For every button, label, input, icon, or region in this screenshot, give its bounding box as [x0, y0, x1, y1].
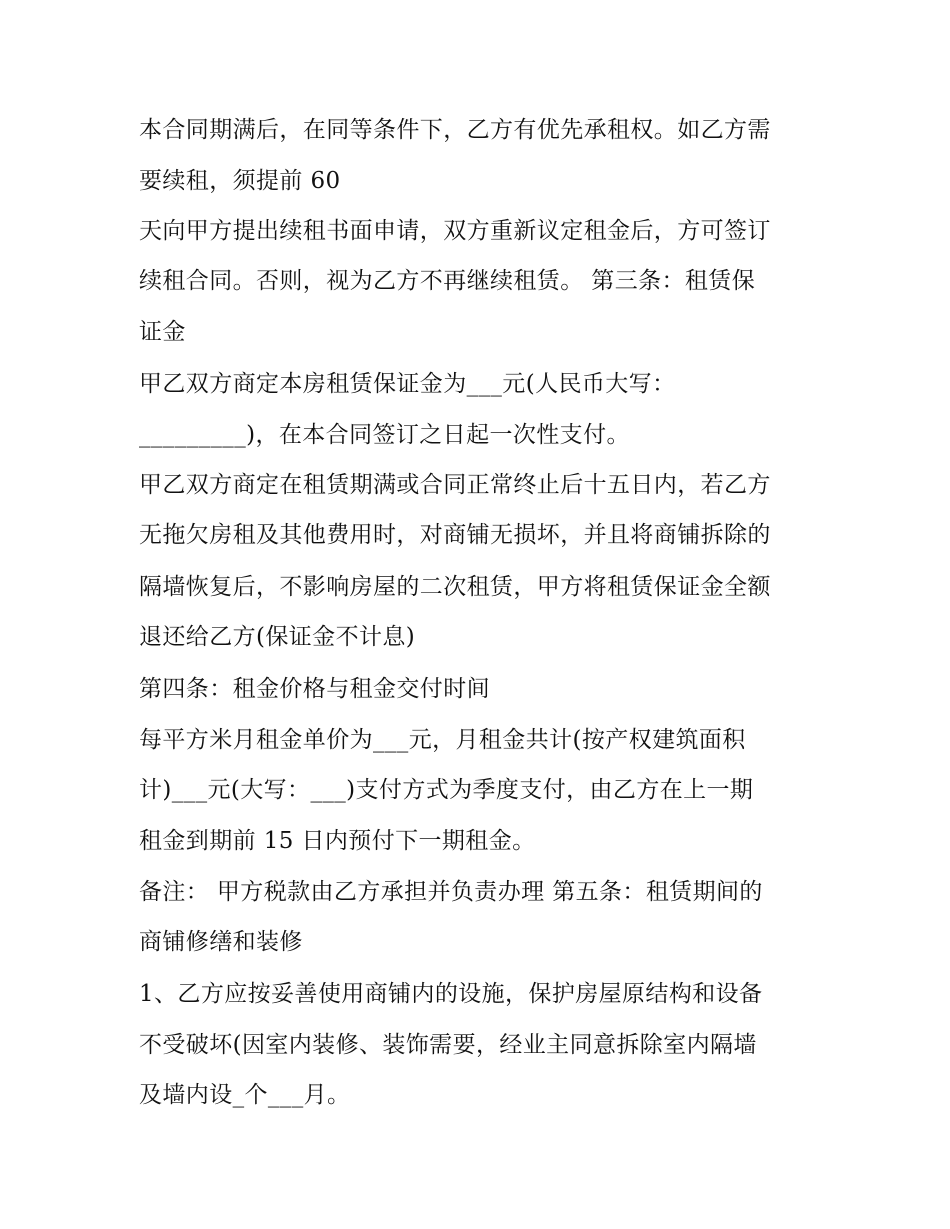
section-heading: 第四条：租金价格与租金交付时间 — [139, 676, 490, 702]
paragraph-line: 退还给乙方(保证金不计息) — [139, 624, 416, 650]
paragraph-line: 天向甲方提出续租书面申请，双方重新议定租金后，方可签订 — [139, 218, 771, 244]
paragraph-line: 商铺修缮和装修 — [139, 929, 303, 955]
paragraph-line: 隔墙恢复后，不影响房屋的二次租赁，甲方将租赁保证金全额 — [139, 574, 771, 600]
paragraph-line: 每平方米月租金单价为___元，月租金共计(按产权建筑面积 — [139, 727, 746, 753]
paragraph-line: 备注： 甲方税款由乙方承担并负责办理 第五条：租赁期间的 — [139, 879, 763, 905]
paragraph-line: 甲乙双方商定本房租赁保证金为___元(人民币大写： — [139, 371, 676, 397]
paragraph-line: 甲乙双方商定在租赁期满或合同正常终止后十五日内，若乙方 — [139, 472, 771, 498]
paragraph-line: 无拖欠房租及其他费用时，对商铺无损坏，并且将商铺拆除的 — [139, 522, 771, 548]
paragraph-line: 及墙内设_个___月。 — [139, 1082, 351, 1108]
paragraph-line: _________)，在本合同签订之日起一次性支付。 — [139, 422, 630, 448]
paragraph-line: 1、乙方应按妥善使用商铺内的设施，保护房屋原结构和设备 — [139, 981, 763, 1007]
paragraph-line: 本合同期满后，在同等条件下，乙方有优先承租权。如乙方需 — [139, 117, 771, 143]
paragraph-line: 租金到期前 15 日内预付下一期租金。 — [139, 828, 536, 854]
paragraph-line: 续租合同。否则，视为乙方不再继续租赁。 第三条：租赁保 — [139, 268, 756, 294]
paragraph-line: 不受破坏(因室内装修、装饰需要，经业主同意拆除室内隔墙 — [139, 1032, 757, 1058]
paragraph-line: 证金 — [139, 319, 186, 345]
paragraph-line: 要续租，须提前 60 — [139, 168, 341, 194]
paragraph-line: 计)___元(大写：___)支付方式为季度支付，由乙方在上一期 — [139, 777, 754, 803]
